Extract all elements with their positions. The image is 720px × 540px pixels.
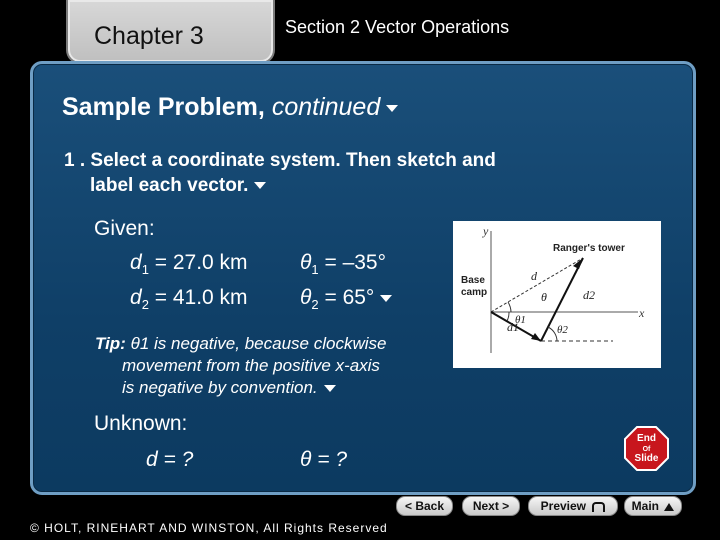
main-label: Main: [631, 499, 659, 513]
theta2-value: = 65°: [318, 286, 375, 309]
end-of-slide-icon: [624, 426, 669, 471]
tip-line-3: is negative by convention.: [122, 378, 318, 397]
reveal-arrow-icon[interactable]: [386, 105, 398, 112]
preview-button[interactable]: [528, 496, 618, 516]
d-label: d: [531, 269, 537, 283]
title-continued: continued: [271, 93, 381, 121]
chapter-label: Chapter 3: [94, 22, 204, 50]
theta2-arc: [548, 327, 557, 341]
tip-text: [95, 333, 445, 399]
d1-label: d1: [507, 320, 519, 334]
given-theta2: [300, 286, 392, 312]
given-theta1: [300, 251, 386, 277]
d1-subscript: 1: [141, 262, 149, 278]
end-line-3: Slide: [634, 453, 659, 464]
tip-line-2: movement from the positive x-axis: [122, 356, 380, 375]
reveal-arrow-icon[interactable]: [380, 295, 392, 302]
theta-arc: [508, 302, 511, 312]
step-line-2: label each vector.: [90, 175, 249, 196]
theta2-label: θ2: [557, 324, 568, 336]
step-line-1: 1 . Select a coordinate system. Then sketch and: [64, 150, 496, 171]
back-button[interactable]: < Back: [396, 496, 453, 516]
end-line-1: End: [637, 433, 656, 444]
theta-label: θ: [541, 290, 547, 304]
reveal-arrow-icon[interactable]: [254, 182, 266, 189]
d2-symbol: d: [130, 286, 142, 309]
unknown-d: d = ?: [146, 448, 194, 471]
base-label-2: camp: [461, 287, 488, 298]
theta2-symbol: θ: [300, 286, 312, 309]
reveal-arrow-icon[interactable]: [324, 385, 336, 392]
end-line-2: Of: [642, 446, 651, 453]
d1-arrowhead-icon: [531, 333, 541, 341]
theta1-value: = –35°: [318, 251, 387, 274]
preview-icon: [592, 502, 605, 512]
given-d1: [130, 251, 248, 277]
title-main: Sample Problem,: [62, 93, 265, 121]
tip-label: Tip:: [95, 334, 126, 353]
copyright-footer: © HOLT, RINEHART AND WINSTON, All Rights Reserved: [30, 521, 388, 535]
preview-label: Preview: [540, 499, 587, 513]
tip-line-1: θ1 is negative, because clockwise: [130, 334, 387, 353]
theta1-subscript: 1: [311, 262, 319, 278]
unknown-theta: θ = ?: [300, 448, 348, 471]
vector-diagram-svg: [453, 221, 661, 368]
main-button[interactable]: [624, 496, 682, 516]
theta2-subscript: 2: [311, 297, 319, 313]
unknown-label: Unknown:: [94, 412, 188, 435]
next-button[interactable]: Next >: [462, 496, 520, 516]
d2-label: d2: [583, 288, 595, 302]
theta1-symbol: θ: [300, 251, 312, 274]
base-label-1: Base: [461, 275, 485, 286]
slide-title: [62, 93, 398, 122]
section-label: Section 2 Vector Operations: [285, 17, 510, 37]
theta1-label: θ1: [515, 314, 526, 326]
x-axis-label: x: [639, 306, 645, 320]
d1-symbol: d: [130, 251, 142, 274]
y-axis-label: y: [483, 224, 489, 238]
vector-diagram: [453, 221, 661, 368]
given-label: Given:: [94, 217, 155, 240]
given-d2: [130, 286, 248, 312]
d2-subscript: 2: [141, 297, 149, 313]
home-icon: [664, 503, 674, 511]
step-text: [64, 148, 624, 198]
d2-value: = 41.0 km: [148, 286, 248, 309]
d1-value: = 27.0 km: [148, 251, 248, 274]
tower-label: Ranger's tower: [553, 243, 625, 254]
